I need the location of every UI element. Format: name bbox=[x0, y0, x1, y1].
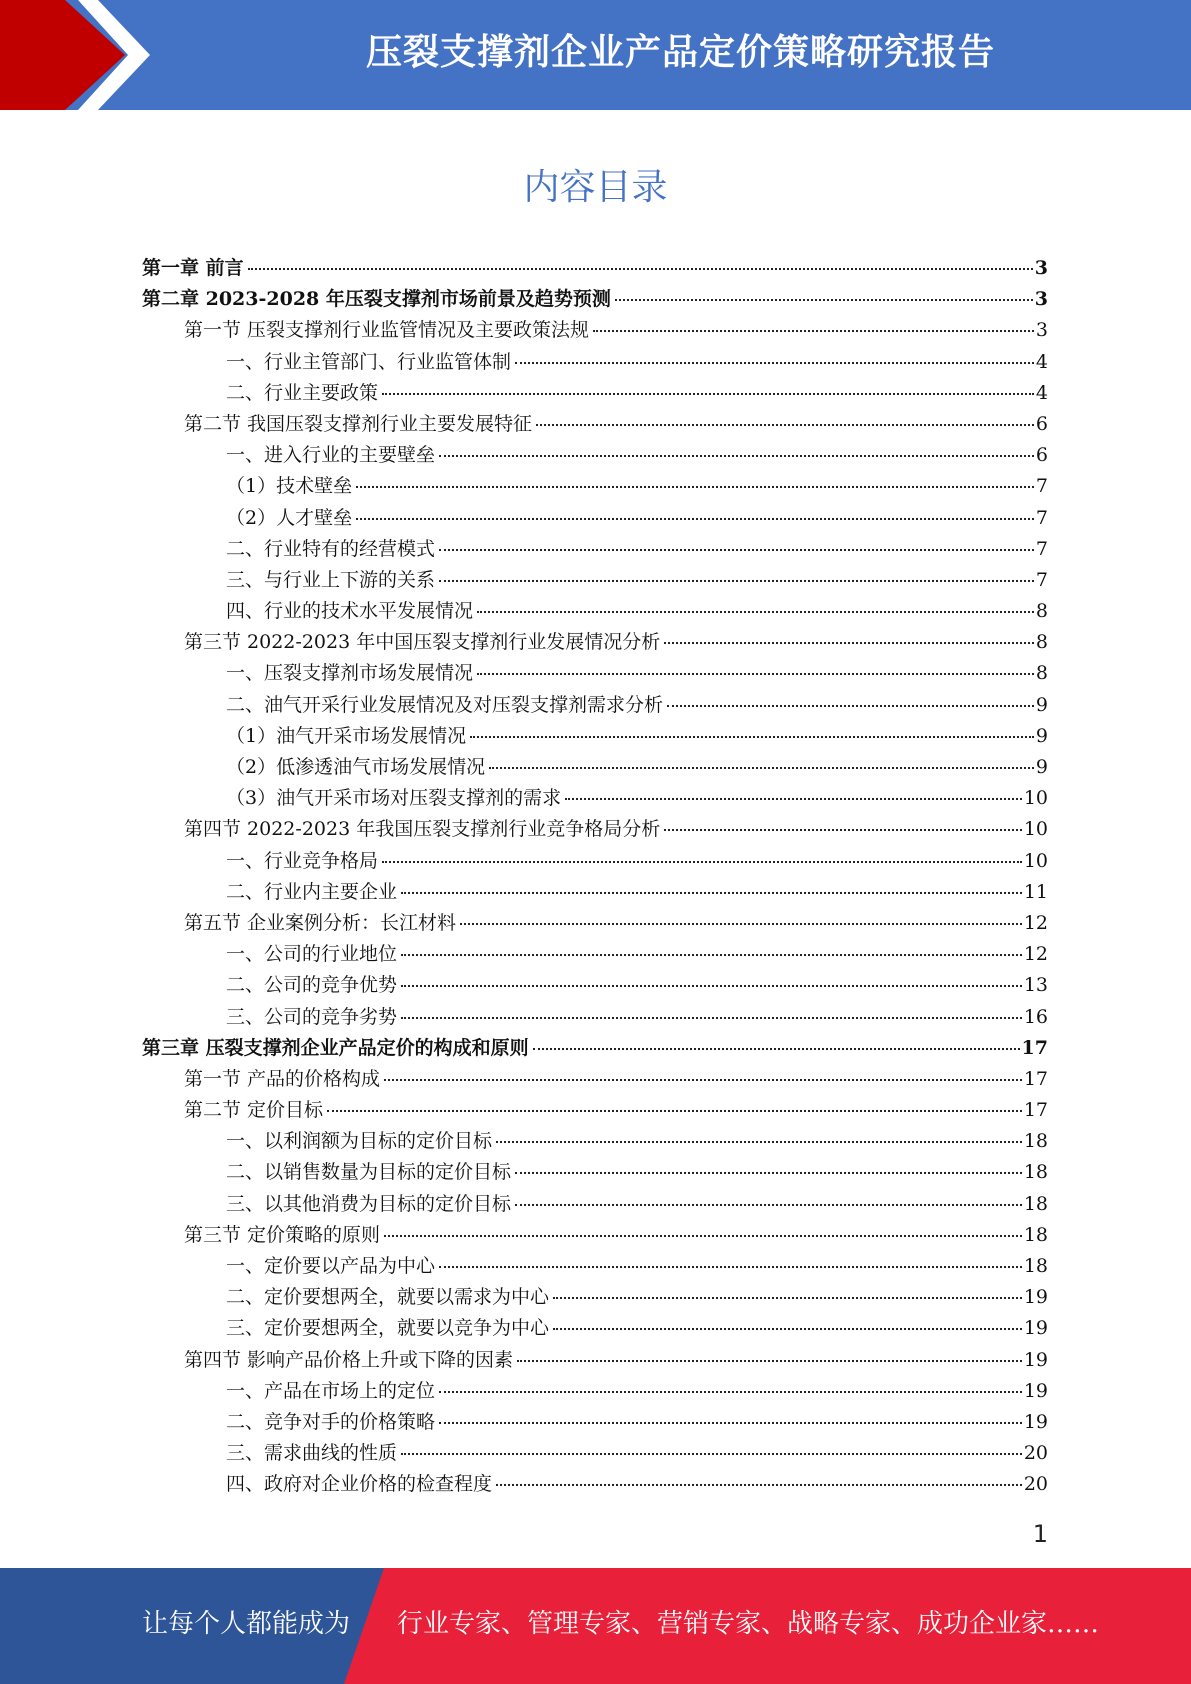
toc-entry[interactable] bbox=[142, 1345, 1048, 1376]
toc-entry[interactable] bbox=[142, 534, 1048, 565]
toc-entry[interactable] bbox=[142, 1033, 1048, 1064]
toc-entry[interactable] bbox=[142, 1126, 1048, 1157]
toc-entry-page: 20 bbox=[1023, 1473, 1048, 1496]
toc-entry[interactable] bbox=[142, 1282, 1048, 1313]
page-number: 1 bbox=[1032, 1520, 1048, 1548]
toc-leader-dots bbox=[401, 891, 1022, 894]
toc-heading: 内容目录 bbox=[523, 167, 668, 208]
toc-entry-page: 10 bbox=[1023, 787, 1048, 810]
toc-entry-title: 第三节 定价策略的原则 bbox=[184, 1223, 381, 1246]
toc-leader-dots bbox=[439, 1390, 1022, 1393]
toc-entry-title: 第五节 企业案例分析：长江材料 bbox=[184, 911, 457, 934]
toc-entry-title: 三、以其他消费为目标的定价目标 bbox=[226, 1192, 512, 1215]
toc-leader-dots bbox=[439, 454, 1034, 457]
toc-entry-page: 9 bbox=[1035, 756, 1048, 778]
toc-entry-title: 第二节 定价目标 bbox=[184, 1099, 324, 1122]
toc-entry[interactable] bbox=[142, 1438, 1048, 1469]
toc-entry-title: 第一章 前言 bbox=[142, 257, 244, 279]
toc-entry-title: 一、行业主管部门、行业监管体制 bbox=[226, 350, 512, 373]
toc-entry[interactable] bbox=[142, 1220, 1048, 1251]
toc-entry-title: 第二节 我国压裂支撑剂行业主要发展特征 bbox=[184, 412, 533, 435]
toc-entry-page: 17 bbox=[1021, 1036, 1048, 1059]
toc-leader-dots bbox=[401, 953, 1022, 956]
toc-entry-title: 三、定价要想两全，就要以竞争为中心 bbox=[226, 1317, 550, 1340]
toc-leader-dots bbox=[477, 610, 1034, 613]
toc-entry-title: 四、政府对企业价格的检查程度 bbox=[226, 1473, 493, 1496]
header-banner bbox=[0, 0, 1191, 110]
toc-entry-page: 6 bbox=[1035, 444, 1048, 467]
toc-entry-page: 16 bbox=[1023, 1005, 1048, 1028]
toc-leader-dots bbox=[439, 579, 1034, 582]
toc-entry-page: 4 bbox=[1035, 350, 1048, 373]
toc-entry-title: 二、行业特有的经营模式 bbox=[226, 537, 436, 560]
toc-entry-page: 7 bbox=[1035, 537, 1048, 560]
toc-leader-dots bbox=[439, 1421, 1022, 1424]
toc-entry-page: 18 bbox=[1023, 1223, 1048, 1246]
toc-entry-page: 10 bbox=[1023, 818, 1048, 841]
toc-entry-title: 第三章 压裂支撑剂企业产品定价的构成和原则 bbox=[142, 1036, 529, 1059]
toc-entry-page: 17 bbox=[1023, 1099, 1048, 1122]
toc-leader-dots bbox=[460, 922, 1022, 925]
toc-entry[interactable] bbox=[142, 1157, 1048, 1188]
toc-entry-page: 13 bbox=[1023, 974, 1048, 997]
toc-entry-page: 8 bbox=[1035, 662, 1048, 685]
toc-entry-title: 一、产品在市场上的定位 bbox=[226, 1379, 436, 1402]
toc-leader-dots bbox=[248, 267, 1033, 270]
toc-leader-dots bbox=[565, 797, 1022, 800]
toc-entry-page: 19 bbox=[1023, 1379, 1048, 1402]
toc-leader-dots bbox=[356, 485, 1034, 488]
toc-entry-title: 一、行业竞争格局 bbox=[226, 849, 379, 872]
toc-entry[interactable] bbox=[142, 1376, 1048, 1407]
toc-entry[interactable] bbox=[142, 347, 1048, 378]
toc-entry[interactable] bbox=[142, 503, 1048, 534]
toc-entry[interactable] bbox=[142, 627, 1048, 658]
toc-entry-title: 三、与行业上下游的关系 bbox=[226, 568, 436, 591]
toc-leader-dots bbox=[515, 1171, 1022, 1174]
toc-entry-title: 二、竞争对手的价格策略 bbox=[226, 1410, 436, 1433]
toc-entry-page: 8 bbox=[1035, 631, 1048, 654]
toc-entry-page: 20 bbox=[1023, 1442, 1048, 1465]
toc-entry[interactable] bbox=[142, 253, 1048, 284]
toc-leader-dots bbox=[664, 828, 1022, 831]
toc-leader-dots bbox=[401, 984, 1022, 987]
toc-entry-title: 二、公司的竞争优势 bbox=[226, 974, 398, 997]
toc-entry-page: 12 bbox=[1023, 911, 1048, 934]
toc-leader-dots bbox=[382, 392, 1034, 395]
toc-entry-title: 一、压裂支撑剂市场发展情况 bbox=[226, 662, 474, 685]
toc-leader-dots bbox=[517, 1359, 1022, 1362]
toc-entry-page: 18 bbox=[1023, 1192, 1048, 1215]
toc-entry[interactable] bbox=[142, 752, 1048, 783]
toc-entry[interactable] bbox=[142, 1407, 1048, 1438]
toc-entry-title: 第一节 产品的价格构成 bbox=[184, 1067, 381, 1090]
toc-entry-page: 9 bbox=[1035, 724, 1048, 747]
toc-entry[interactable] bbox=[142, 1313, 1048, 1344]
toc-leader-dots bbox=[384, 1078, 1022, 1081]
toc-entry-page: 10 bbox=[1023, 849, 1048, 872]
toc-entry[interactable] bbox=[142, 315, 1048, 346]
toc-entry[interactable] bbox=[142, 690, 1048, 721]
toc-entry-title: 二、油气开采行业发展情况及对压裂支撑剂需求分析 bbox=[226, 693, 664, 716]
toc-entry-title: 二、定价要想两全，就要以需求为中心 bbox=[226, 1286, 550, 1309]
toc-entry[interactable] bbox=[142, 1251, 1048, 1282]
toc-entry[interactable] bbox=[142, 471, 1048, 502]
toc-entry-page: 18 bbox=[1023, 1130, 1048, 1153]
toc-entry[interactable] bbox=[142, 939, 1048, 970]
toc-entry[interactable] bbox=[142, 1189, 1048, 1220]
toc-leader-dots bbox=[439, 548, 1034, 551]
toc-entry[interactable] bbox=[142, 440, 1048, 471]
toc-entry-title: 一、定价要以产品为中心 bbox=[226, 1255, 436, 1277]
toc-entry-title: 三、公司的竞争劣势 bbox=[226, 1005, 398, 1028]
toc-entry-page: 18 bbox=[1023, 1255, 1048, 1277]
toc-entry[interactable] bbox=[142, 1064, 1048, 1095]
toc-entry[interactable] bbox=[142, 877, 1048, 908]
toc-leader-dots bbox=[553, 1296, 1022, 1299]
toc-entry-title: 第一节 压裂支撑剂行业监管情况及主要政策法规 bbox=[184, 319, 590, 342]
toc-entry-title: 一、公司的行业地位 bbox=[226, 943, 398, 966]
table-of-contents bbox=[142, 253, 1048, 1501]
toc-leader-dots bbox=[515, 361, 1034, 364]
toc-entry-page: 9 bbox=[1035, 693, 1048, 716]
toc-entry[interactable] bbox=[142, 1469, 1048, 1500]
report-title: 压裂支撑剂企业产品定价策略研究报告 bbox=[365, 32, 995, 73]
toc-entry-page: 7 bbox=[1035, 568, 1048, 591]
toc-entry-title: 第三节 2022-2023 年中国压裂支撑剂行业发展情况分析 bbox=[184, 631, 661, 654]
toc-entry-page: 7 bbox=[1035, 475, 1048, 498]
toc-leader-dots bbox=[615, 298, 1033, 301]
toc-entry-page: 19 bbox=[1023, 1317, 1048, 1340]
toc-leader-dots bbox=[553, 1327, 1022, 1330]
toc-leader-dots bbox=[477, 672, 1034, 675]
toc-entry-title: 二、以销售数量为目标的定价目标 bbox=[226, 1161, 512, 1184]
toc-leader-dots bbox=[384, 1234, 1022, 1237]
toc-entry-title: 第四节 2022-2023 年我国压裂支撑剂行业竞争格局分析 bbox=[184, 818, 661, 841]
toc-entry[interactable] bbox=[142, 658, 1048, 689]
toc-leader-dots bbox=[356, 517, 1034, 520]
toc-leader-dots bbox=[496, 1483, 1022, 1486]
toc-entry-title: 三、需求曲线的性质 bbox=[226, 1442, 398, 1465]
toc-entry-title: 一、进入行业的主要壁垒 bbox=[226, 444, 436, 467]
toc-leader-dots bbox=[496, 1140, 1022, 1143]
toc-entry-page: 11 bbox=[1023, 880, 1048, 903]
toc-entry[interactable] bbox=[142, 721, 1048, 752]
toc-leader-dots bbox=[515, 1203, 1022, 1206]
toc-leader-dots bbox=[401, 1016, 1022, 1019]
toc-entry-title: 二、行业主要政策 bbox=[226, 381, 379, 404]
toc-entry[interactable] bbox=[142, 970, 1048, 1001]
toc-leader-dots bbox=[664, 641, 1034, 644]
toc-entry[interactable] bbox=[142, 565, 1048, 596]
toc-leader-dots bbox=[382, 860, 1022, 863]
toc-entry-page: 8 bbox=[1035, 600, 1048, 623]
toc-entry[interactable] bbox=[142, 1095, 1048, 1126]
toc-entry-page: 6 bbox=[1035, 412, 1048, 435]
toc-entry-title: （3）油气开采市场对压裂支撑剂的需求 bbox=[226, 787, 562, 810]
toc-entry-title: 二、行业内主要企业 bbox=[226, 880, 398, 903]
toc-leader-dots bbox=[667, 704, 1034, 707]
toc-entry-page: 19 bbox=[1023, 1410, 1048, 1433]
toc-entry-page: 19 bbox=[1023, 1348, 1048, 1371]
footer-banner bbox=[0, 1568, 1191, 1684]
toc-entry-page: 3 bbox=[1035, 319, 1048, 342]
footer-slogan-left: 让每个人都能成为 bbox=[142, 1609, 351, 1639]
toc-entry-title: 一、以利润额为目标的定价目标 bbox=[226, 1130, 493, 1153]
toc-entry-title: （2）人才壁垒 bbox=[226, 506, 353, 529]
toc-entry-title: （1）技术壁垒 bbox=[226, 475, 353, 498]
toc-entry[interactable] bbox=[142, 284, 1048, 315]
toc-entry-page: 7 bbox=[1035, 506, 1048, 529]
toc-entry-title: （1）油气开采市场发展情况 bbox=[226, 724, 467, 747]
toc-entry[interactable] bbox=[142, 814, 1048, 845]
toc-entry-page: 4 bbox=[1035, 381, 1048, 404]
toc-entry[interactable] bbox=[142, 846, 1048, 877]
toc-leader-dots bbox=[470, 735, 1034, 738]
toc-entry[interactable] bbox=[142, 908, 1048, 939]
toc-entry-page: 3 bbox=[1034, 257, 1048, 279]
toc-leader-dots bbox=[401, 1452, 1022, 1455]
toc-leader-dots bbox=[489, 766, 1034, 769]
toc-entry-page: 3 bbox=[1034, 288, 1048, 311]
toc-leader-dots bbox=[327, 1109, 1022, 1112]
toc-entry[interactable] bbox=[142, 1002, 1048, 1033]
toc-entry[interactable] bbox=[142, 409, 1048, 440]
toc-entry[interactable] bbox=[142, 596, 1048, 627]
toc-leader-dots bbox=[536, 423, 1034, 426]
toc-entry[interactable] bbox=[142, 783, 1048, 814]
toc-leader-dots bbox=[533, 1047, 1020, 1050]
toc-entry-title: 第二章 2023-2028 年压裂支撑剂市场前景及趋势预测 bbox=[142, 288, 611, 311]
toc-entry-page: 17 bbox=[1023, 1067, 1048, 1090]
toc-entry-page: 18 bbox=[1023, 1161, 1048, 1184]
toc-entry-title: 四、行业的技术水平发展情况 bbox=[226, 600, 474, 623]
footer-slogan-right: 行业专家、管理专家、营销专家、战略专家、成功企业家…… bbox=[397, 1609, 1100, 1639]
toc-leader-dots bbox=[593, 329, 1034, 332]
toc-entry-title: （2）低渗透油气市场发展情况 bbox=[226, 756, 486, 778]
toc-leader-dots bbox=[439, 1265, 1022, 1268]
toc-entry-title: 第四节 影响产品价格上升或下降的因素 bbox=[184, 1348, 514, 1371]
toc-entry-page: 12 bbox=[1023, 943, 1048, 966]
toc-entry-page: 19 bbox=[1023, 1286, 1048, 1309]
toc-entry[interactable] bbox=[142, 378, 1048, 409]
